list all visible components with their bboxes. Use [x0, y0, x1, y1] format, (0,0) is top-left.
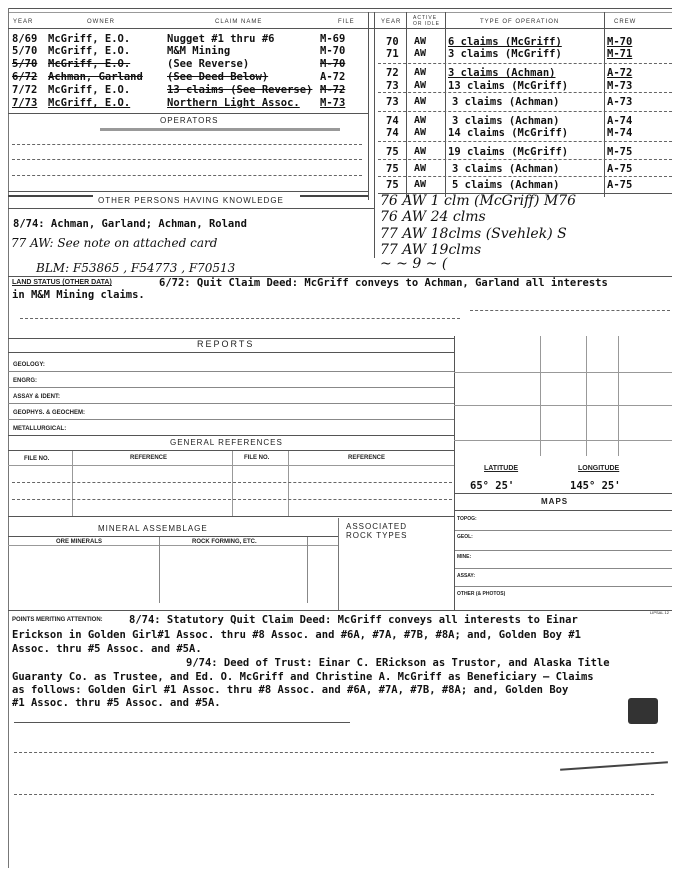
- attention-line: Assoc. thru #5 Assoc. and #5A.: [12, 643, 202, 655]
- attention-line: 8/74: Statutory Quit Claim Deed: McGriff conveys all interests to Einar: [129, 614, 578, 626]
- owner-row-owner: McGriff, E.O.: [48, 84, 131, 96]
- owner-row-claim: M&M Mining: [167, 45, 231, 57]
- associated-rock-types-title: ASSOCIATED ROCK TYPES: [346, 522, 408, 540]
- attention-line: Guaranty Co. as Trustee, and Ed. O. McGriff and Christine A. McGriff as Beneficiary — Claims: [12, 671, 594, 683]
- operation-crew: A-75: [607, 163, 633, 175]
- ref-col-file-no-2: FILE NO.: [244, 455, 270, 461]
- operation-type: 5 claims (Achman): [452, 179, 560, 191]
- operation-crew: M-74: [607, 127, 633, 139]
- general-references-title: GENERAL REFERENCES: [170, 438, 283, 447]
- operation-type: 3 claims (Achman): [452, 163, 560, 175]
- attention-line: as follows: Golden Girl #1 Assoc. thru #8 Assoc. and #6A, #7A, #7B, #8A; and, Golden Boy: [12, 684, 569, 696]
- latitude-value: 65° 25': [470, 480, 515, 492]
- handwritten-operation: 77 AW 19clms: [380, 242, 482, 258]
- operation-crew: A-72: [607, 67, 633, 79]
- other-persons-handwritten-note: 77 AW: See note on attached card: [11, 236, 218, 250]
- operation-year: 75: [386, 163, 399, 175]
- ref-col-reference-2: REFERENCE: [348, 455, 386, 461]
- handwritten-operation: 76 AW 1 clm (McGriff) M76: [380, 193, 577, 209]
- operation-year: 75: [386, 179, 399, 191]
- owner-row-claim: Northern Light Assoc.: [167, 97, 300, 109]
- owner-row-file: M-70: [320, 45, 346, 57]
- operation-type: 3 claims (Achman): [452, 115, 560, 127]
- operation-status: AW: [414, 80, 427, 91]
- owner-row-owner: McGriff, E.O.: [48, 45, 131, 57]
- handwritten-operation: 77 AW 18clms (Svehlek) S: [380, 226, 567, 242]
- owner-row-owner: McGriff, E.O.: [48, 33, 131, 45]
- owner-row-owner: McGriff, E.O.: [48, 97, 131, 109]
- owner-row-year: 7/72: [12, 84, 38, 96]
- owner-row-file: M-73: [320, 97, 346, 109]
- operators-label: OPERATORS: [160, 116, 219, 125]
- map-geol-label: GEOL:: [457, 534, 473, 540]
- operation-status: AW: [414, 179, 427, 190]
- longitude-label: LONGITUDE: [578, 465, 620, 472]
- operation-type: 3 claims (Achman): [448, 67, 556, 79]
- owner-row-file: M-72: [320, 84, 346, 96]
- owner-row-year: 5/70: [12, 45, 38, 57]
- owner-row-claim: Nugget #1 thru #6: [167, 33, 275, 45]
- ref-col-reference: REFERENCE: [130, 455, 168, 461]
- attention-line: Erickson in Golden Girl#1 Assoc. thru #8 Assoc. and #6A, #7A, #7B, #8A; and, Golden Boy #1: [12, 629, 581, 641]
- maps-title: MAPS: [541, 497, 569, 506]
- latitude-label: LATITUDE: [484, 465, 519, 472]
- operation-type: 3 claims (Achman): [452, 96, 560, 108]
- report-metallurgical-label: METALLURGICAL:: [13, 426, 67, 432]
- operation-year: 75: [386, 146, 399, 158]
- other-persons-blm-numbers: BLM: F53865 , F54773 , F70513: [36, 261, 236, 275]
- col-active-idle-header: ACTIVE OR IDLE: [413, 15, 441, 27]
- owner-row-owner: McGriff, E.O.: [48, 58, 131, 70]
- owner-row-claim: 13 claims (See Reverse): [167, 84, 313, 96]
- operation-status: AW: [414, 115, 427, 126]
- reports-title: REPORTS: [197, 339, 255, 349]
- land-status-text-cont: in M&M Mining claims.: [12, 289, 145, 301]
- operation-year: 73: [386, 96, 399, 108]
- map-topog-label: TOPOG:: [457, 516, 477, 522]
- handwritten-operation: ~ ~ 9 ~ (: [380, 256, 448, 272]
- owner-row-year: 5/70: [12, 58, 38, 70]
- report-geology-label: GEOLOGY:: [13, 362, 45, 368]
- col-owner-header: OWNER: [87, 19, 115, 25]
- operation-type: 3 claims (McGriff): [448, 48, 562, 60]
- operation-crew: A-73: [607, 96, 633, 108]
- operation-year: 73: [386, 80, 399, 92]
- ink-blot: [628, 698, 658, 724]
- operation-status: AW: [414, 36, 427, 47]
- operation-year: 71: [386, 48, 399, 60]
- owner-row-year: 7/73: [12, 97, 38, 109]
- owner-row-file: M-70: [320, 58, 346, 70]
- col-file-header: FILE: [338, 19, 355, 25]
- owner-row-file: A-72: [320, 71, 346, 83]
- operation-status: AW: [414, 96, 427, 107]
- operation-status: AW: [414, 127, 427, 138]
- operation-crew: M-71: [607, 48, 633, 60]
- col-claim-name-header: CLAIM NAME: [215, 19, 263, 25]
- report-assay-label: ASSAY & IDENT:: [13, 394, 61, 400]
- owner-row-claim: (See Reverse): [167, 58, 250, 70]
- col-type-of-operation-header: TYPE OF OPERATION: [480, 19, 560, 25]
- operation-year: 70: [386, 36, 399, 48]
- form-stamp: LIPSAL 12: [650, 610, 669, 615]
- col-crew-header: CREW: [614, 19, 637, 25]
- rock-forming-label: ROCK FORMING, ETC.: [192, 539, 257, 545]
- longitude-value: 145° 25': [570, 480, 621, 492]
- owner-row-claim: (See Deed Below): [167, 71, 269, 83]
- col-year-header: YEAR: [13, 19, 34, 25]
- operation-crew: M-73: [607, 80, 633, 92]
- operation-crew: A-75: [607, 179, 633, 191]
- pen-stroke: [560, 761, 668, 771]
- col-year2-header: YEAR: [381, 19, 402, 25]
- report-engrg-label: ENGRG:: [13, 378, 37, 384]
- attention-line: #1 Assoc. thru #5 Assoc. and #5A.: [12, 697, 221, 709]
- other-persons-typed: 8/74: Achman, Garland; Achman, Roland: [13, 218, 247, 230]
- owner-row-year: 8/69: [12, 33, 38, 45]
- map-assay-label: ASSAY:: [457, 573, 476, 579]
- operation-status: AW: [414, 163, 427, 174]
- owner-row-owner: Achman, Garland: [48, 71, 143, 83]
- operation-type: 19 claims (McGriff): [448, 146, 569, 158]
- map-other-label: OTHER (& PHOTOS): [457, 591, 506, 597]
- operation-year: 74: [386, 115, 399, 127]
- land-status-text: 6/72: Quit Claim Deed: McGriff conveys to Achman, Garland all interests: [159, 277, 608, 289]
- operation-crew: M-75: [607, 146, 633, 158]
- owner-row-year: 6/72: [12, 71, 38, 83]
- ref-col-file-no: FILE NO.: [24, 456, 50, 462]
- operation-year: 72: [386, 67, 399, 79]
- attention-label: POINTS MERITING ATTENTION:: [12, 617, 103, 623]
- report-geophys-label: GEOPHYS. & GEOCHEM:: [13, 410, 86, 416]
- map-mine-label: MINE:: [457, 554, 472, 560]
- owner-row-file: M-69: [320, 33, 346, 45]
- ore-minerals-label: ORE MINERALS: [56, 539, 103, 545]
- handwritten-operation: 76 AW 24 clms: [380, 209, 486, 225]
- operation-type: 6 claims (McGriff): [448, 36, 562, 48]
- mineral-assemblage-title: MINERAL ASSEMBLAGE: [98, 524, 208, 533]
- operation-crew: M-70: [607, 36, 633, 48]
- operation-status: AW: [414, 146, 427, 157]
- operation-crew: A-74: [607, 115, 633, 127]
- other-persons-label: OTHER PERSONS HAVING KNOWLEDGE: [98, 196, 284, 205]
- operation-status: AW: [414, 48, 427, 59]
- operation-type: 14 claims (McGriff): [448, 127, 569, 139]
- land-status-label: LAND STATUS (OTHER DATA): [12, 279, 112, 286]
- operation-type: 13 claims (McGriff): [448, 80, 569, 92]
- attention-line: 9/74: Deed of Trust: Einar C. ERickson as Trustor, and Alaska Title: [186, 657, 610, 669]
- operation-status: AW: [414, 67, 427, 78]
- operation-year: 74: [386, 127, 399, 139]
